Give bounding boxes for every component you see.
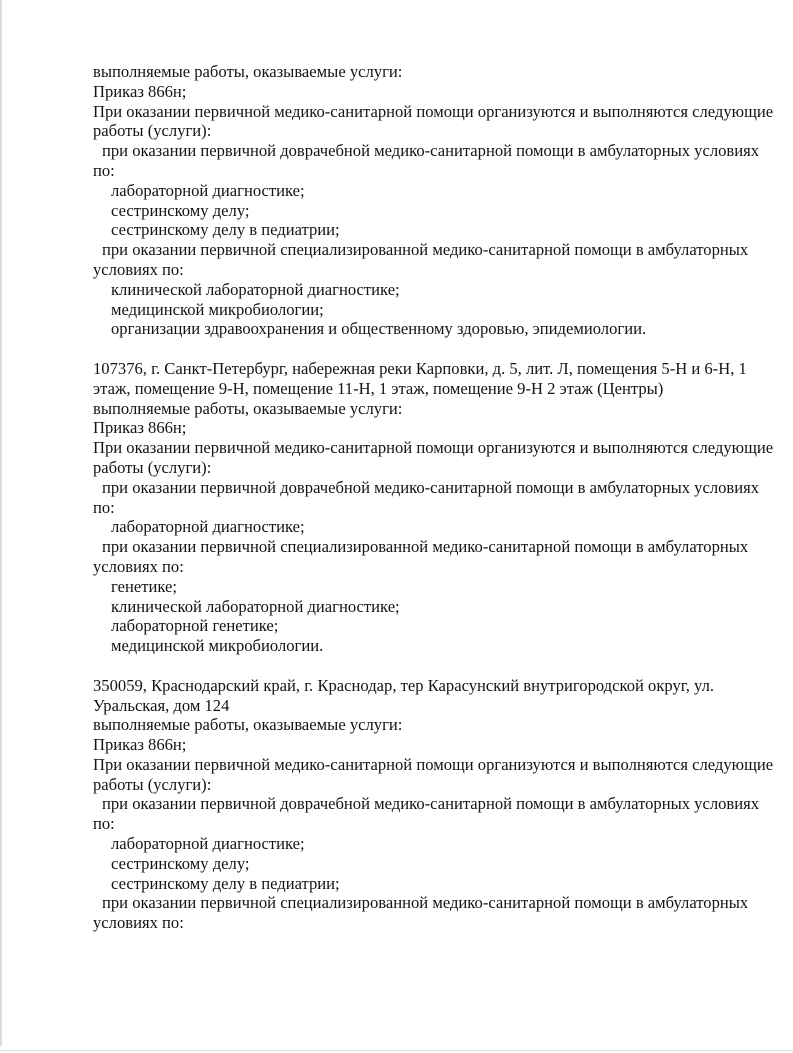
text-line: При оказании первичной медико-санитарной помощи организуются и выполняются следующие xyxy=(93,754,774,774)
text-line: Приказ 866н; xyxy=(93,735,187,755)
text-line: условиях по: xyxy=(93,259,184,279)
text-line: медицинской микробиологии; xyxy=(111,299,324,319)
text-line: генетике; xyxy=(111,576,177,596)
text-line: при оказании первичной специализированной медико-санитарной помощи в амбулаторных xyxy=(102,240,749,260)
page-bottom-edge-line xyxy=(0,1050,793,1051)
license-section xyxy=(93,358,774,656)
text-line: этаж, помещение 9-Н, помещение 11-Н, 1 этаж, помещение 9-Н 2 этаж (Центры) xyxy=(93,378,664,398)
text-line: выполняемые работы, оказываемые услуги: xyxy=(93,62,403,81)
text-line: Уральская, дом 124 xyxy=(93,695,230,715)
text-line: лабораторной диагностике; xyxy=(111,517,305,537)
text-line: 107376, г. Санкт-Петербург, набережная реки Карповки, д. 5, лит. Л, помещения 5-Н и 6-Н, 1 xyxy=(93,358,747,378)
text-line: При оказании первичной медико-санитарной помощи организуются и выполняются следующие xyxy=(93,438,774,458)
license-section xyxy=(93,675,774,933)
text-line: по: xyxy=(93,497,115,517)
text-line: работы (услуги): xyxy=(93,457,212,477)
text-line: при оказании первичной доврачебной медико-санитарной помощи в амбулаторных условиях xyxy=(102,477,760,497)
license-section xyxy=(93,62,774,339)
text-line: при оказании первичной специализированной медико-санитарной помощи в амбулаторных xyxy=(102,893,749,913)
text-line: работы (услуги): xyxy=(93,774,212,794)
text-line: по: xyxy=(93,814,115,834)
text-line: выполняемые работы, оказываемые услуги: xyxy=(93,715,403,735)
text-line: лабораторной диагностике; xyxy=(111,180,305,200)
page-left-edge-line xyxy=(0,0,2,1046)
text-line: сестринскому делу в педиатрии; xyxy=(111,873,340,893)
license-document-text xyxy=(93,62,774,953)
text-line: работы (услуги): xyxy=(93,121,212,141)
text-line: условиях по: xyxy=(93,556,184,576)
text-line: При оказании первичной медико-санитарной помощи организуются и выполняются следующие xyxy=(93,101,774,121)
text-line: по: xyxy=(93,160,115,180)
text-line: Приказ 866н; xyxy=(93,81,187,101)
text-line: при оказании первичной доврачебной медико-санитарной помощи в амбулаторных условиях xyxy=(102,794,760,814)
text-line: клинической лабораторной диагностике; xyxy=(111,279,400,299)
text-line: организации здравоохранения и общественному здоровью, эпидемиологии. xyxy=(111,319,647,339)
text-line: 350059, Краснодарский край, г. Краснодар, тер Карасунский внутригородской округ, ул. xyxy=(93,675,714,695)
text-line: сестринскому делу; xyxy=(111,200,250,220)
text-line: лабораторной диагностике; xyxy=(111,834,305,854)
text-line: сестринскому делу; xyxy=(111,853,250,873)
text-line: сестринскому делу в педиатрии; xyxy=(111,220,340,240)
text-line: клинической лабораторной диагностике; xyxy=(111,596,400,616)
text-line: условиях по: xyxy=(93,913,184,933)
text-line: лабораторной генетике; xyxy=(111,616,279,636)
text-line: медицинской микробиологии. xyxy=(111,636,324,656)
text-line: при оказании первичной специализированной медико-санитарной помощи в амбулаторных xyxy=(102,537,749,557)
text-line: выполняемые работы, оказываемые услуги: xyxy=(93,398,403,418)
text-line: при оказании первичной доврачебной медико-санитарной помощи в амбулаторных условиях xyxy=(102,141,760,161)
text-line: Приказ 866н; xyxy=(93,418,187,438)
